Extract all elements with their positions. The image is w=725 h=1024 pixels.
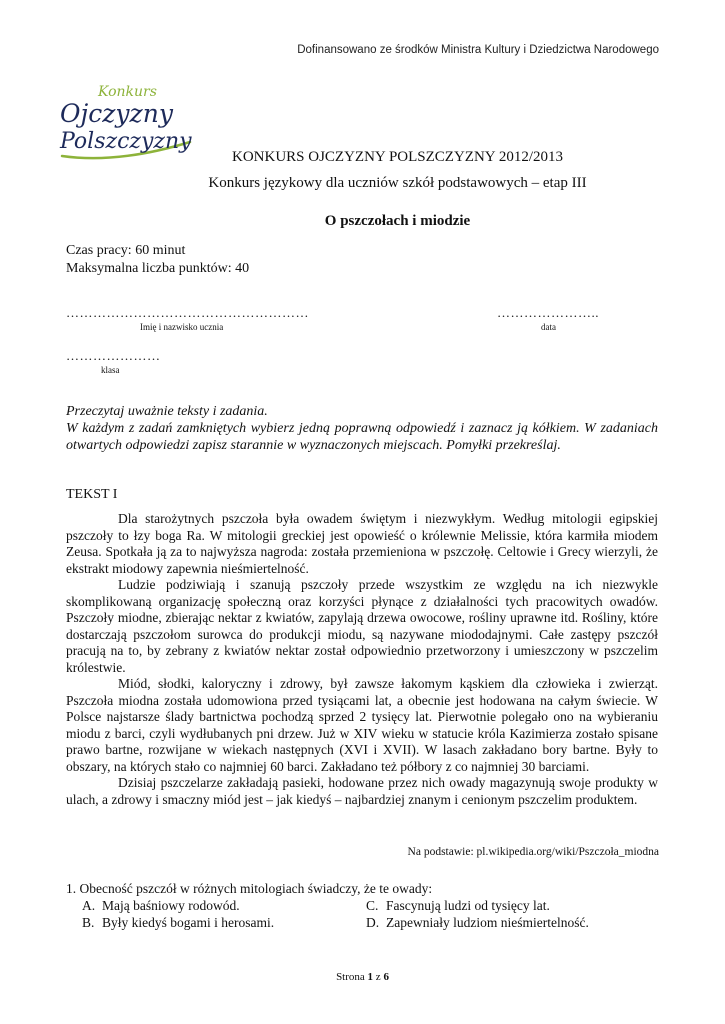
option-text: Zapewniały ludziom nieśmiertelność. <box>386 915 589 930</box>
contest-title: KONKURS OJCZYZNY POLSZCZYZNY 2012/2013 <box>232 149 563 165</box>
total-pages: 6 <box>383 971 389 983</box>
instruction-answer: W każdym z zadań zamkniętych wybierz jedną poprawną odpowiedź i zaznacz ją kółkiem. W zadaniach otwartych odpowiedzi zapisz starannie w wyznaczonych miejscach. Pomyłki przekreślaj. <box>66 421 658 453</box>
answer-option-b[interactable] <box>82 914 366 931</box>
class-field-dots[interactable]: ………………… <box>66 348 161 363</box>
logo-word-ojczyzny: Ojczyzny <box>60 99 173 128</box>
question-1-options <box>82 897 666 931</box>
logo-word-konkurs: Konkurs <box>98 84 157 100</box>
option-text: Fascynują ludzi od tysięcy lat. <box>386 898 550 913</box>
work-time: Czas pracy: 60 minut <box>66 243 186 258</box>
page-prefix: Strona <box>336 971 365 983</box>
option-text: Były kiedyś bogami i herosami. <box>102 915 275 930</box>
text1-paragraph: Miód, słodki, kaloryczny i zdrowy, był zawsze łakomym kąskiem dla człowieka i zwierząt. Pszczoła miodna została udomowiona przed tysiącami lat, a obecnie jest hodowana na całym świecie. W Polsce najstarsze ślady bartnictwa pochodzą sprzed 2 tysięcy lat. Pierwotnie polegało ono na wybieraniu miodu z barci, czyli wydłubanych pni drzew. Już w XIV wieku w statucie króla Kazimierza zostało spisane prawo bartne, rozwijane w wiekach następnych (XVI i XVII). W lasach zakładano bory bartne. Były to obszary, na których stało co najmniej 60 barci. Zakładano też półbory z co najmniej 30 barciami. <box>66 676 658 774</box>
text1-source: Na podstawie: pl.wikipedia.org/wiki/Pszczoła_miodna <box>407 846 659 858</box>
name-field-dots[interactable]: ……………………………………………… <box>66 305 309 320</box>
question-1 <box>66 880 666 931</box>
answer-option-a[interactable] <box>82 897 366 914</box>
text1-paragraph: Dzisiaj pszczelarze zakładają pasieki, hodowane przez nich owady magazynują swoje produkty w ulach, a zdrowy i smaczny miód jest – jak kiedyś – najbardziej znanym i cenionym pszczelim produktem. <box>66 775 658 807</box>
page-number <box>0 971 725 983</box>
funding-note: Dofinansowano ze środków Ministra Kultury i Dziedzictwa Narodowego <box>297 44 659 56</box>
option-letter: A. <box>82 898 96 913</box>
topic-title: O pszczołach i miodzie <box>324 213 471 229</box>
text1-paragraph: Dla starożytnych pszczoła była owadem świętym i niezwykłym. Według mitologii egipskiej pszczoły to łzy boga Ra. W mitologii greckiej jest opowieść o królewnie Melissie, która karmiła miodem Zeusa. Spotkała ją za to najwyższa nagroda: została przemieniona w pszczołę. Celtowie i Grecy wierzyli, że ekstrakt miodowy zapewnia nieśmiertelność. <box>66 511 658 576</box>
instructions <box>66 403 658 454</box>
contest-subtitle: Konkurs językowy dla uczniów szkół podstawowych – etap III <box>208 175 587 191</box>
max-points: Maksymalna liczba punktów: 40 <box>66 261 250 276</box>
text1-body <box>66 511 658 808</box>
question-1-prompt: 1. Obecność pszczół w różnych mitologiach świadczy, że te owady: <box>66 881 433 896</box>
option-text: Mają baśniowy rodowód. <box>102 898 240 913</box>
name-field-label: Imię i nazwisko ucznia <box>140 322 224 332</box>
class-field-label: klasa <box>101 365 120 375</box>
page-sep: z <box>375 971 381 983</box>
current-page: 1 <box>367 971 374 983</box>
answer-option-d[interactable] <box>366 914 666 931</box>
date-field-dots[interactable]: ………………….. <box>497 305 599 320</box>
text1-heading: TEKST I <box>66 487 118 502</box>
option-letter: B. <box>82 915 95 930</box>
logo-word-polszczyzny: Polszczyzny <box>60 129 192 154</box>
option-letter: D. <box>366 915 380 930</box>
date-field-label: data <box>541 322 556 332</box>
answer-option-c[interactable] <box>366 897 666 914</box>
text1-paragraph: Ludzie podziwiają i szanują pszczoły przede wszystkim ze względu na ich niezwykle skomplikowaną organizację społeczną oraz korzyści płynące z działalności tych pracowitych owadów. Pszczoły miodne, zbierając nektar z kwiatów, zapylają drzewa owocowe, rośliny uprawne itd. Rośliny, które dostarczają pszczołom surowca do produkcji miodu, są nazywane miododajnymi. Całe zastępy pszczół pracują na to, by zebrany z kwiatów nektar został odpowiednio przetworzony i umieszczony w pszczelim królestwie. <box>66 577 658 675</box>
option-letter: C. <box>366 898 379 913</box>
instruction-read: Przeczytaj uważnie teksty i zadania. <box>66 404 268 419</box>
